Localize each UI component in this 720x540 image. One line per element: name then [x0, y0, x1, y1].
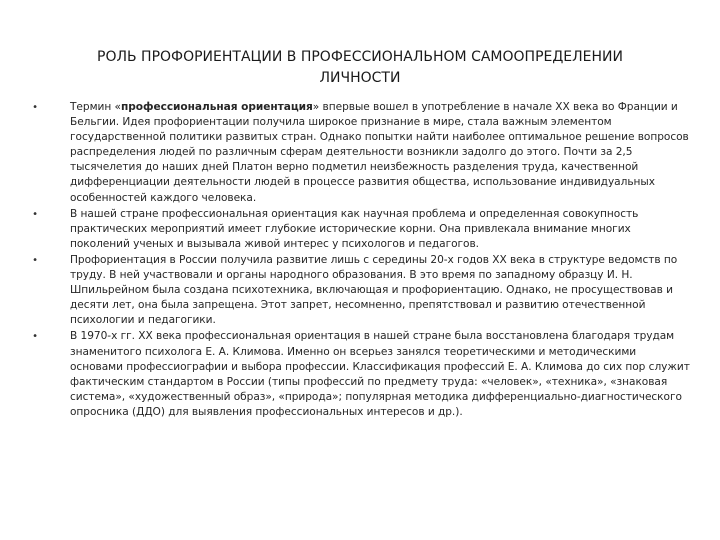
paragraph-text-start: Термин «: [70, 101, 121, 113]
bullet-marker-icon: •: [32, 102, 38, 113]
paragraph-text: В нашей стране профессиональная ориентация как научная проблема и определенная совокупность практических мероприятий имеет глубокие исторические корни. Она привлекала внимание многих поколений ученых и вызывала живой интерес у психологов и педагогов.: [70, 207, 639, 250]
bullet-marker-icon: •: [32, 208, 38, 220]
bold-term: профессиональная ориентация: [120, 101, 313, 113]
paragraph-text-rest: » впервые вошел в употребление в начале XX века во Франции и Бельгии. Идея профориентации получила широкое признание в мире, стала важным элементом государственной политики развитых стран. Однако попытки найти наиболее оптимальное решение вопросов распределения людей по различным сферам деятельности возникли задолго до этого. Почти за 2,5 тысячелетия до наших дней Платон верно подметил неизбежность разделения труда, качественной дифференциации деятельности людей в процессе развития общества, использование индивидуальных особенностей каждого человека.: [70, 101, 689, 204]
bullet-marker-icon: •: [32, 331, 38, 343]
bullet-item: [30, 253, 690, 328]
bullet-list: [30, 100, 690, 420]
bullet-item: [30, 207, 690, 252]
paragraph-text: В 1970-х гг. XX века профессиональная ориентация в нашей стране была восстановлена благодаря трудам знаменитого психолога Е. А. Климова. Именно он всерьез занялся теоретическими и методическими основами профессиографии и выбора профессии. Классификация профессий Е. А. Климова до сих пор служит фактическим стандартом в России (типы профессий по предмету труда: «человек», «техника», «знаковая система», «художественный образ», «природа»; популярная методика дифференциально-диагностического опросника (ДДО) для выявления профессиональных интересов и др.).: [70, 330, 690, 418]
paragraph-text: Профориентация в России получила развитие лишь с середины 20-х годов XX века в структуре ведомств по труду. В ней участвовали и органы народного образования. В это время по западному образцу И. Н. Шпильрейном была создана психотехника, включающая и профориентацию. Однако, не просуществовав и десяти лет, она была запрещена. Этот запрет, несомненно, препятствовал и развитию отечественной психологии и педагогики.: [70, 253, 678, 327]
paragraph-text: [70, 101, 689, 204]
bullet-marker-icon: •: [32, 254, 38, 266]
slide-title: РОЛЬ ПРОФОРИЕНТАЦИИ В ПРОФЕССИОНАЛЬНОМ САМООПРЕДЕЛЕНИИ ЛИЧНОСТИ: [97, 49, 623, 86]
bullet-item: [30, 329, 690, 420]
bullet-item: [30, 100, 690, 206]
